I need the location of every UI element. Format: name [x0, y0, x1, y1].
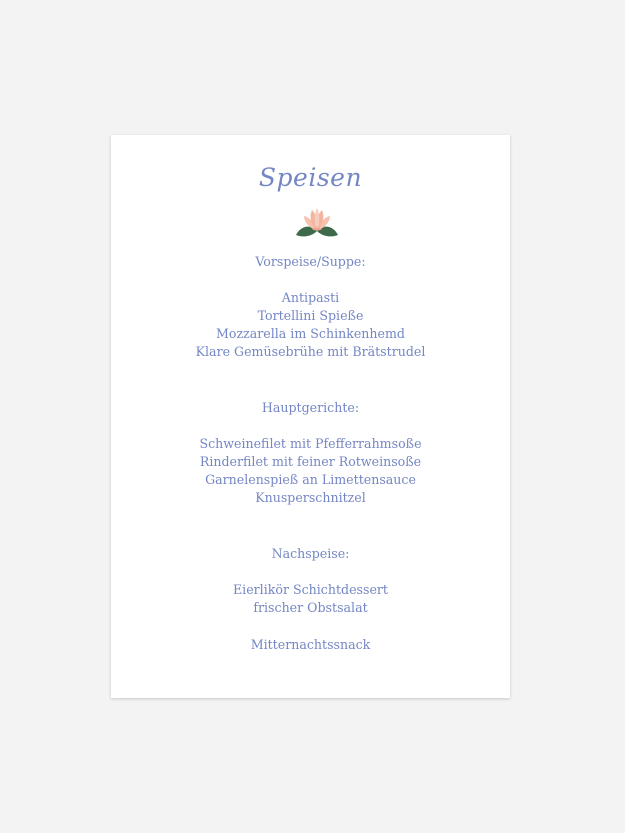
hauptgerichte-heading: Hauptgerichte:: [261, 400, 360, 415]
lotus-flower-icon: [292, 205, 342, 241]
mitternachtssnack-item: Mitternachtssnack: [250, 637, 371, 652]
menu-item: frischer Obstsalat: [253, 600, 368, 615]
menu-card: [111, 135, 510, 698]
menu-item: Rinderfilet mit feiner Rotweinsoße: [199, 454, 422, 469]
nachspeise-heading: Nachspeise:: [271, 546, 350, 561]
menu-item: Knusperschnitzel: [255, 490, 366, 505]
menu-item: Klare Gemüsebrühe mit Brätstrudel: [195, 344, 426, 359]
menu-item: Tortellini Spieße: [257, 308, 364, 323]
vorspeise-heading: Vorspeise/Suppe:: [255, 254, 366, 269]
menu-item: Schweinefilet mit Pfefferrahmsoße: [199, 436, 422, 451]
menu-item: Eierlikör Schichtdessert: [232, 582, 388, 597]
menu-item: Mozzarella im Schinkenhemd: [216, 326, 405, 341]
menu-title: Speisen: [258, 163, 363, 192]
menu-item: Garnelenspieß an Limettensauce: [205, 472, 416, 487]
menu-item: Antipasti: [281, 290, 340, 305]
